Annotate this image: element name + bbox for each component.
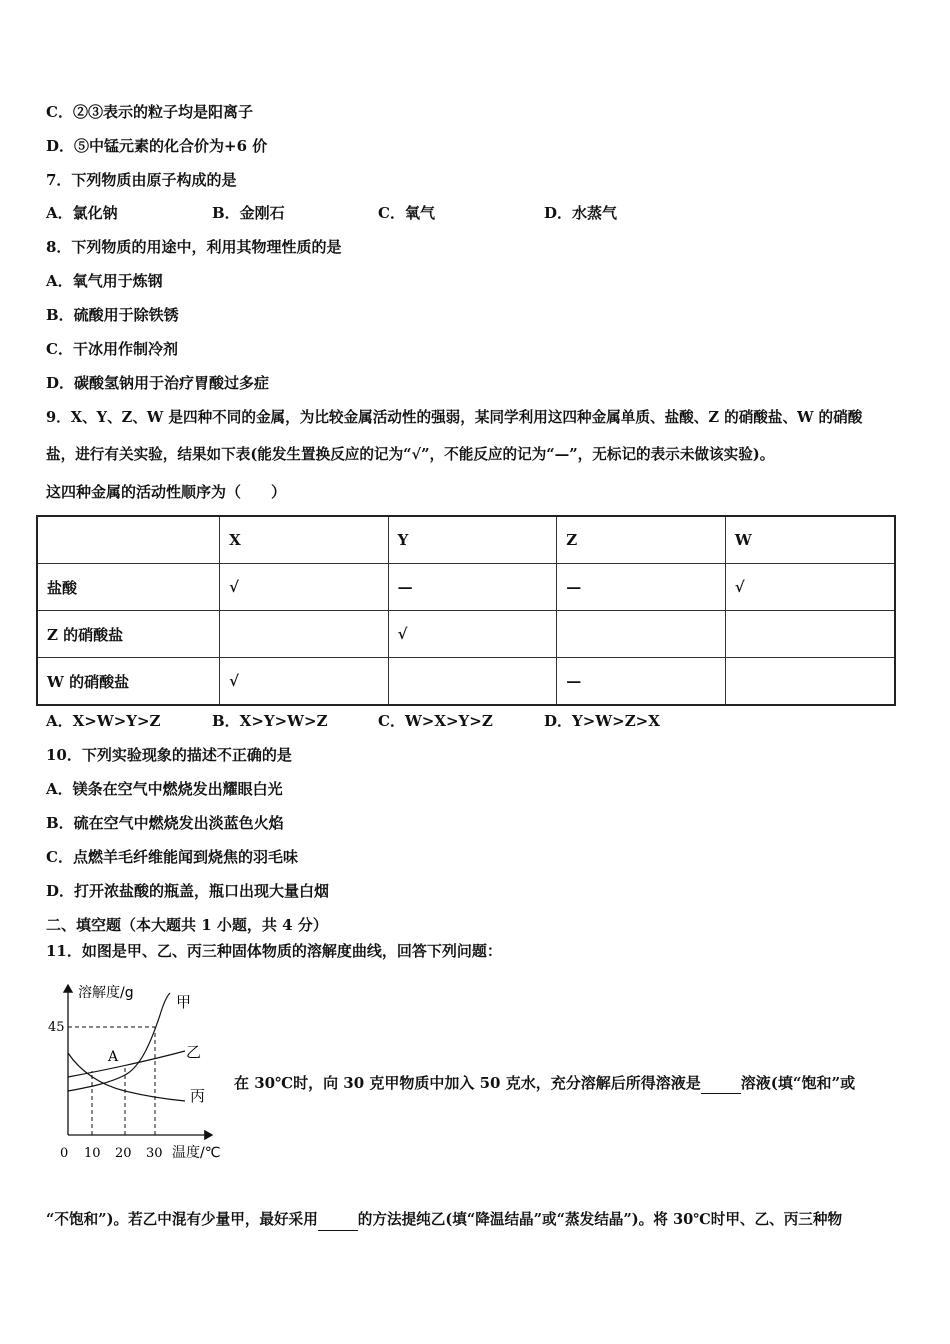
q10-option-a: A．镁条在空气中燃烧发出耀眼白光 [46,780,283,798]
q11-text-2a: “不饱和”)。若乙中混有少量甲，最好采用 [46,1211,318,1228]
q10-option-b: B．硫在空气中燃烧发出淡蓝色火焰 [46,814,284,832]
q8-option-a: A．氧气用于炼钢 [46,272,163,290]
table-cell: — [557,658,726,706]
table-cell: W 的硝酸盐 [37,658,220,706]
table-cell: √ [220,564,389,611]
q9-table [36,515,896,706]
q9-stem-line2: 盐，进行有关实验，结果如下表(能发生置换反应的记为“√”，不能反应的记为“—”，无标记的表示未做该实验)。 [46,446,775,463]
series-label-bing: 丙 [190,1087,206,1105]
curve-bing [68,1053,185,1101]
q9-option-c: C．W>X>Y>Z [378,712,493,730]
q11-text-line1 [234,1073,855,1094]
q6-option-d: D．⑤中锰元素的化合价为+6 价 [46,137,268,155]
answer-blank-1[interactable] [701,1073,741,1094]
q7-option-d: D．水蒸气 [544,204,618,222]
table-cell [388,658,557,706]
q11-text-2b: 的方法提纯乙(填“降温结晶”或“蒸发结晶”)。将 30℃时甲、乙、丙三种物 [357,1211,843,1228]
q7-option-a: A．氯化钠 [46,204,118,222]
table-row [37,611,895,658]
x-tick-30: 30 [146,1146,163,1161]
table-cell [220,611,389,658]
section-2-title: 二、填空题（本大题共 1 小题，共 4 分） [46,916,328,934]
q11-text-1a: 在 30℃时，向 30 克甲物质中加入 50 克水，充分溶解后所得溶液是 [234,1074,701,1092]
q9-stem-line1: 9．X、Y、Z、W 是四种不同的金属，为比较金属活动性的强弱，某同学利用这四种金属单质、盐酸、Z 的硝酸盐、W 的硝酸 [46,409,863,426]
x-tick-10: 10 [84,1146,101,1161]
x-tick-0: 0 [60,1146,69,1161]
answer-blank-2[interactable] [318,1210,358,1231]
q11-text-1b: 溶液(填“饱和”或 [740,1074,856,1092]
table-row [37,564,895,611]
q7-option-c: C．氧气 [378,204,435,222]
series-label-yi: 乙 [186,1043,202,1061]
table-cell: √ [220,658,389,706]
q8-option-c: C．干冰用作制冷剂 [46,340,178,358]
point-a-label: A [108,1049,119,1065]
q10-option-c: C．点燃羊毛纤维能闻到烧焦的羽毛味 [46,848,298,866]
table-cell: — [388,564,557,611]
solubility-curve-figure [40,975,240,1165]
q11-text-line2 [46,1210,842,1231]
table-header-cell: Z [557,516,726,564]
q8-option-d: D．碳酸氢钠用于治疗胃酸过多症 [46,374,270,392]
q9-option-a: A．X>W>Y>Z [46,712,161,730]
q11-stem: 11．如图是甲、乙、丙三种固体物质的溶解度曲线，回答下列问题： [46,942,502,960]
table-header-cell [37,516,220,564]
x-tick-20: 20 [115,1146,132,1161]
q7-option-b: B．金刚石 [212,204,285,222]
table-cell: √ [725,564,895,611]
q8-option-b: B．硫酸用于除铁锈 [46,306,179,324]
table-header-cell: X [220,516,389,564]
table-row [37,658,895,706]
table-cell: √ [388,611,557,658]
table-cell: 盐酸 [37,564,220,611]
table-header-cell: Y [388,516,557,564]
y-tick-45: 45 [48,1020,65,1035]
q9-option-d: D．Y>W>Z>X [544,712,660,730]
table-header-cell: W [725,516,895,564]
table-cell [557,611,726,658]
table-cell [725,658,895,706]
q10-option-d: D．打开浓盐酸的瓶盖，瓶口出现大量白烟 [46,882,330,900]
q7-stem: 7．下列物质由原子构成的是 [46,171,237,189]
curve-yi [68,1051,185,1077]
series-label-jia: 甲 [176,993,192,1011]
x-axis-label: 温度/℃ [172,1145,221,1161]
q6-option-c: C．②③表示的粒子均是阳离子 [46,103,253,121]
q8-stem: 8．下列物质的用途中，利用其物理性质的是 [46,238,342,256]
table-cell [725,611,895,658]
y-axis-label: 溶解度/g [78,985,134,1001]
q9-option-b: B．X>Y>W>Z [212,712,328,730]
table-header-row [37,516,895,564]
table-cell: — [557,564,726,611]
q10-stem: 10．下列实验现象的描述不正确的是 [46,746,292,764]
table-cell: Z 的硝酸盐 [37,611,220,658]
q9-stem-line3: 这四种金属的活动性顺序为（ ） [46,483,287,501]
